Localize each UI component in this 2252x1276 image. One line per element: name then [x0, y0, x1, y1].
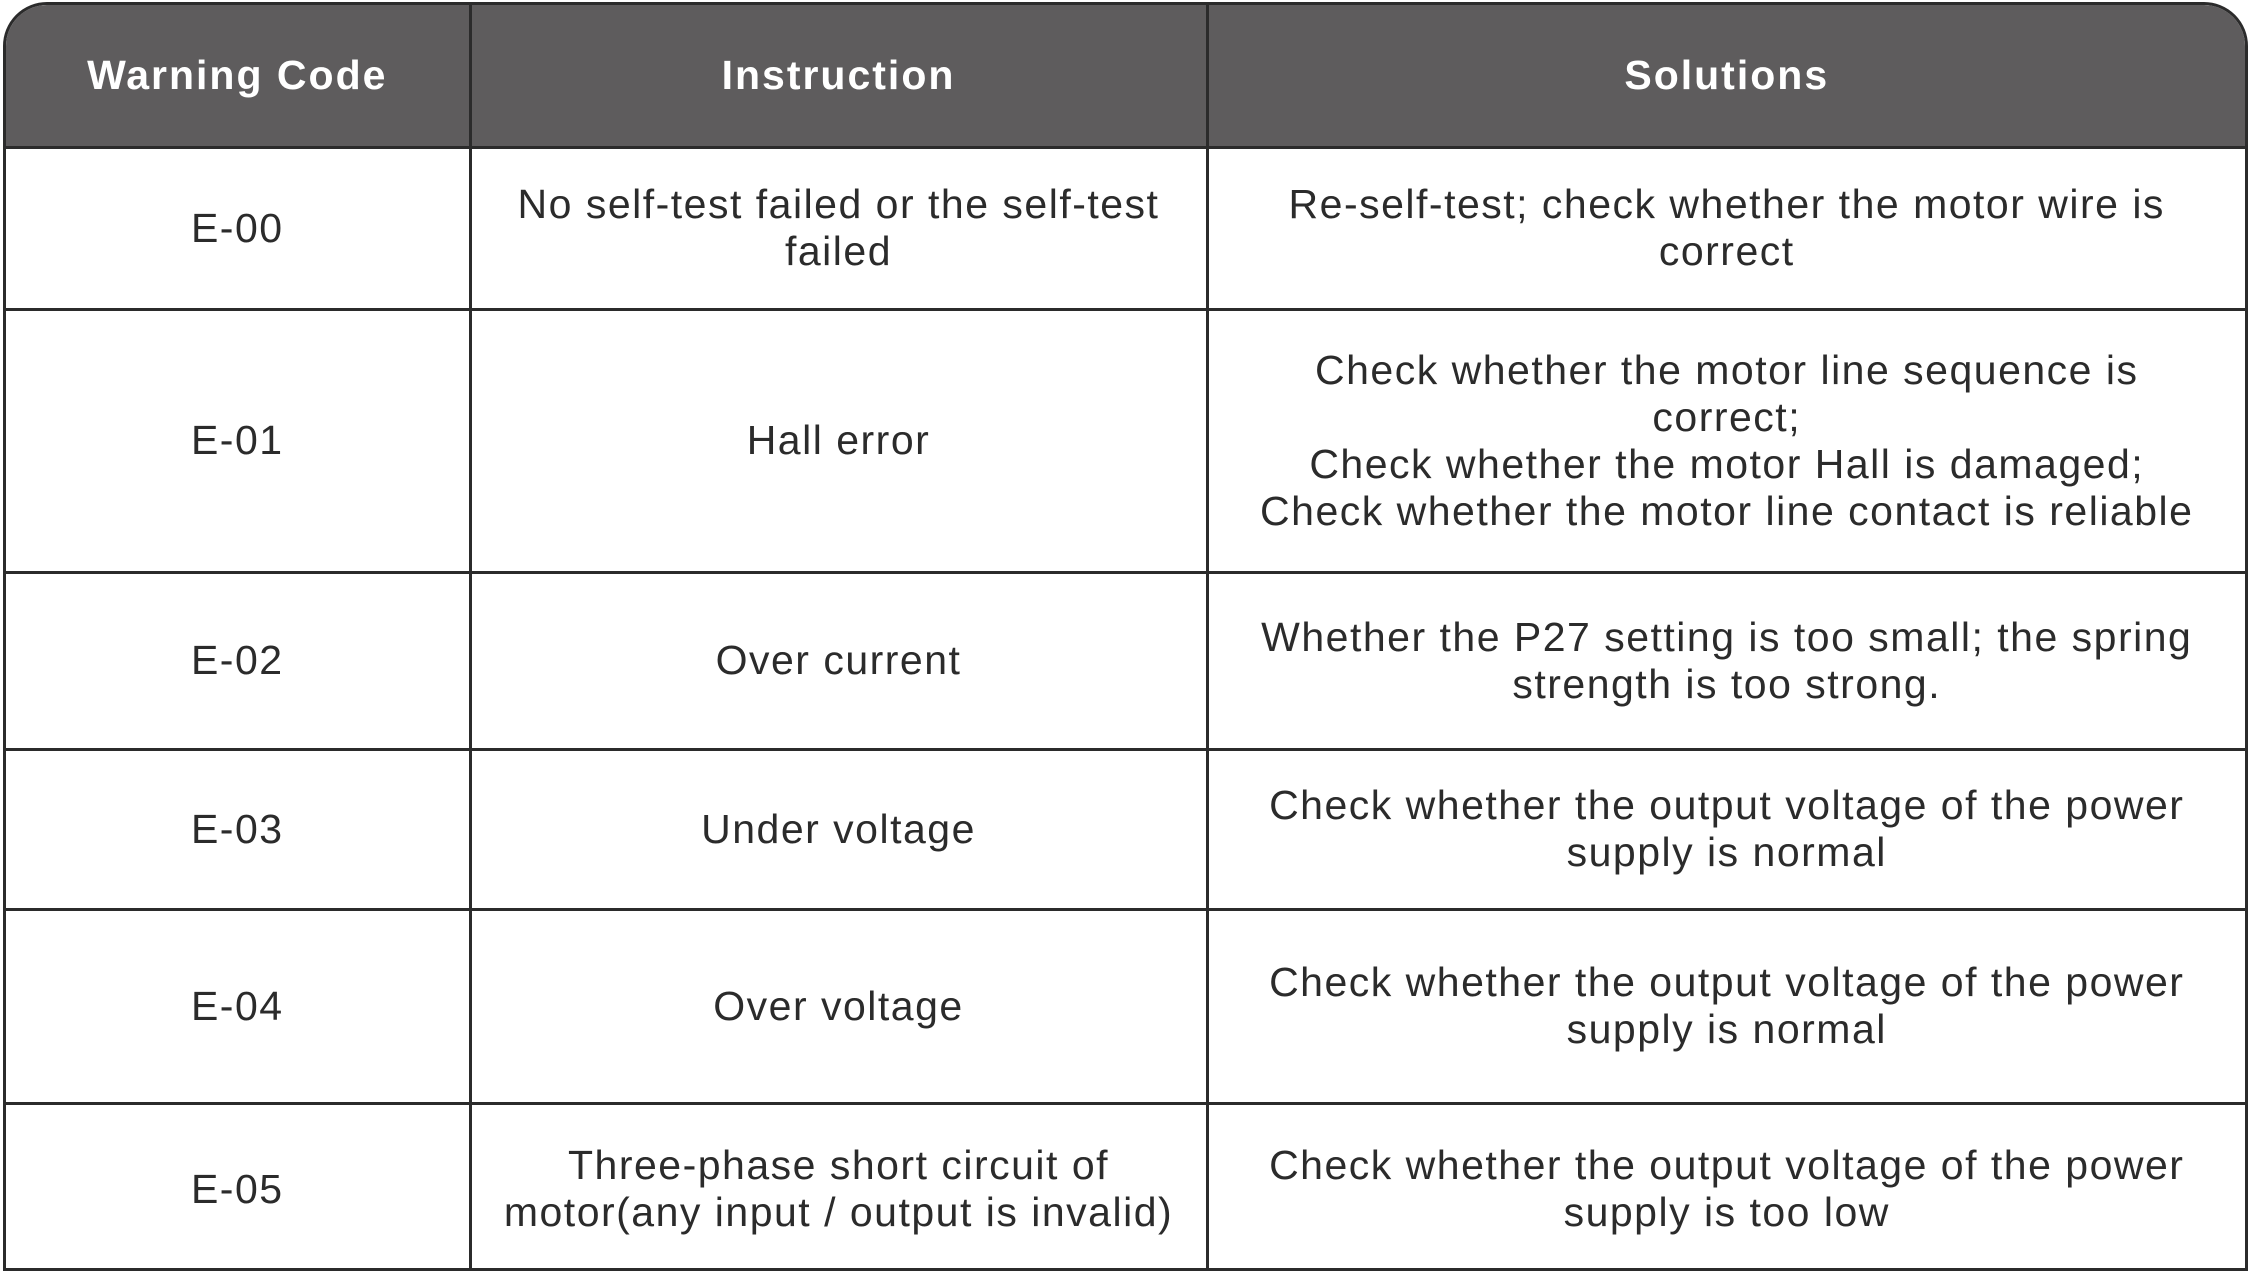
warning-code-cell: E-05 [6, 1103, 470, 1271]
solution-cell [1207, 749, 2245, 909]
instruction-line: Under voltage [701, 805, 976, 852]
solution-line: supply is normal [1566, 1006, 1887, 1052]
instruction-line: Three-phase short circuit of [567, 1142, 1110, 1189]
table-row [6, 147, 2245, 309]
solution-cell [1207, 147, 2245, 309]
warning-code-table-container [3, 2, 2248, 1271]
solution-cell [1207, 909, 2245, 1103]
instruction-cell [470, 147, 1207, 309]
table-row [6, 749, 2245, 909]
instruction-cell [470, 309, 1207, 572]
instruction-line: motor(any input / output is invalid) [503, 1189, 1174, 1236]
table-row [6, 909, 2245, 1103]
instruction-line: Hall error [746, 417, 931, 463]
solution-line: correct; [1652, 393, 1802, 440]
solution-cell [1207, 572, 2245, 749]
solution-line: strength is too strong. [1512, 660, 1942, 707]
table-header [6, 5, 2245, 147]
solution-line: Check whether the motor line contact is reliable [1260, 487, 2194, 534]
table-row [6, 1103, 2245, 1271]
solution-line: Check whether the output voltage of the power [1269, 959, 2185, 1005]
header-instruction: Instruction [470, 5, 1207, 147]
solution-line: Check whether the motor Hall is damaged; [1309, 440, 2145, 487]
warning-code-cell: E-01 [6, 309, 470, 572]
instruction-line: Over current [715, 637, 962, 683]
instruction-line: failed [784, 228, 892, 274]
solution-line: Re-self-test; check whether the motor wire is [1288, 181, 2165, 227]
solution-line: supply is too low [1563, 1189, 1890, 1236]
warning-code-cell: E-03 [6, 749, 470, 909]
instruction-cell [470, 1103, 1207, 1271]
solution-line: Check whether the output voltage of the power [1269, 1142, 2185, 1189]
warning-code-cell: E-04 [6, 909, 470, 1103]
warning-code-cell: E-02 [6, 572, 470, 749]
instruction-cell [470, 749, 1207, 909]
header-warning-code: Warning Code [6, 5, 470, 147]
table-body [6, 147, 2245, 1271]
solution-cell [1207, 1103, 2245, 1271]
solution-cell [1207, 309, 2245, 572]
table-row [6, 572, 2245, 749]
warning-code-table [6, 5, 2245, 1271]
solution-line: supply is normal [1566, 829, 1887, 875]
instruction-cell [470, 572, 1207, 749]
solution-line: Whether the P27 setting is too small; the spring [1261, 613, 2193, 660]
instruction-line: No self-test failed or the self-test [517, 181, 1160, 227]
solution-line: Check whether the output voltage of the power [1269, 782, 2185, 828]
solution-line: correct [1658, 228, 1795, 274]
instruction-cell [470, 909, 1207, 1103]
instruction-line: Over voltage [713, 982, 964, 1029]
header-solutions: Solutions [1207, 5, 2245, 147]
header-row [6, 5, 2245, 147]
table-row [6, 309, 2245, 572]
solution-line: Check whether the motor line sequence is [1315, 346, 2139, 393]
warning-code-cell: E-00 [6, 147, 470, 309]
